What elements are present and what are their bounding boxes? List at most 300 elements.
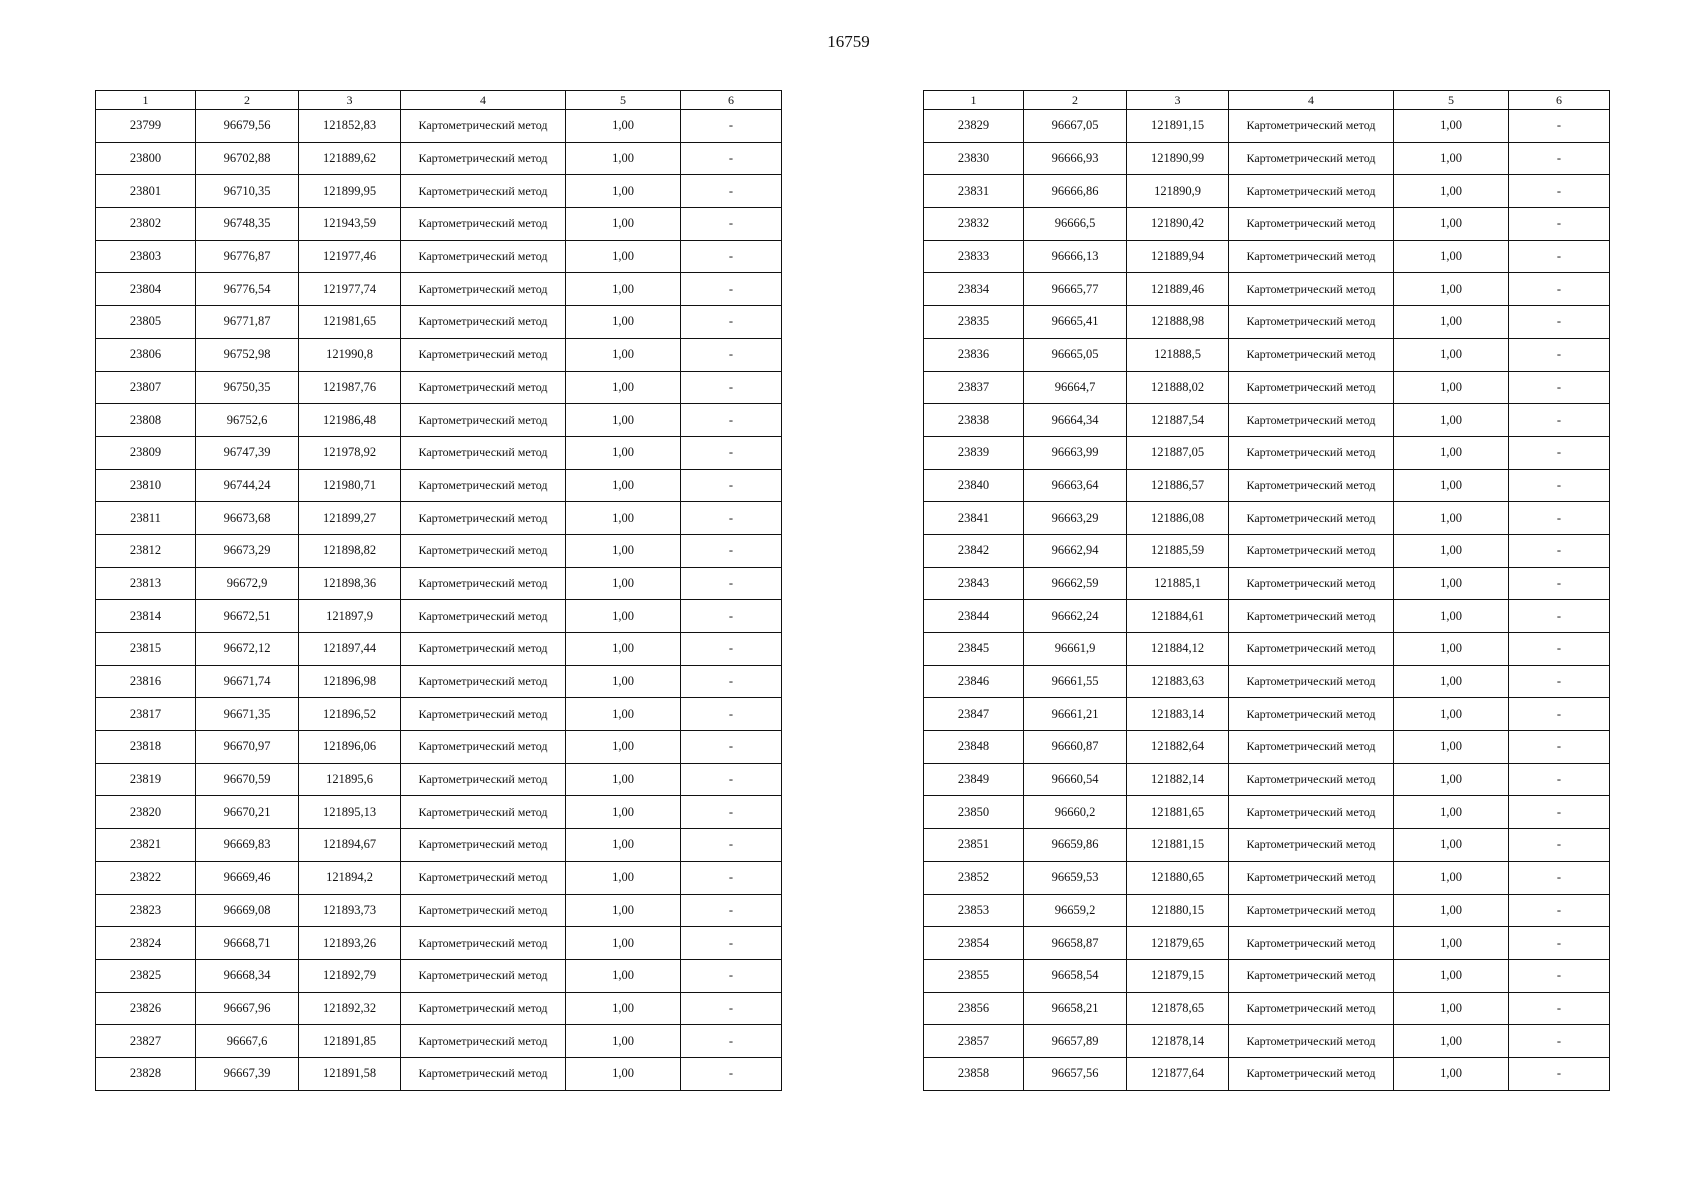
x-coordinate-cell: 96661,55 (1024, 665, 1127, 698)
y-coordinate-cell: 121987,76 (299, 371, 401, 404)
table-row (96, 1057, 782, 1090)
y-coordinate-cell: 121891,15 (1127, 110, 1229, 143)
table-row (96, 567, 782, 600)
accuracy-cell: 1,00 (566, 763, 681, 796)
y-coordinate-cell: 121898,82 (299, 534, 401, 567)
accuracy-cell: 1,00 (566, 469, 681, 502)
table-row (924, 306, 1610, 339)
method-cell: Картометрический метод (401, 633, 566, 666)
description-cell: - (1509, 436, 1610, 469)
point-number-cell: 23829 (924, 110, 1024, 143)
description-cell: - (681, 469, 782, 502)
description-cell: - (1509, 502, 1610, 535)
y-coordinate-cell: 121893,73 (299, 894, 401, 927)
x-coordinate-cell: 96776,54 (196, 273, 299, 306)
y-coordinate-cell: 121896,98 (299, 665, 401, 698)
point-number-cell: 23839 (924, 436, 1024, 469)
y-coordinate-cell: 121881,15 (1127, 829, 1229, 862)
method-cell: Картометрический метод (1229, 633, 1394, 666)
accuracy-cell: 1,00 (1394, 208, 1509, 241)
x-coordinate-cell: 96658,54 (1024, 959, 1127, 992)
x-coordinate-cell: 96662,24 (1024, 600, 1127, 633)
method-cell: Картометрический метод (401, 927, 566, 960)
x-coordinate-cell: 96667,05 (1024, 110, 1127, 143)
method-cell: Картометрический метод (1229, 796, 1394, 829)
description-cell: - (681, 894, 782, 927)
description-cell: - (1509, 306, 1610, 339)
point-number-cell: 23804 (96, 273, 196, 306)
point-number-cell: 23807 (96, 371, 196, 404)
table-row (924, 665, 1610, 698)
point-number-cell: 23817 (96, 698, 196, 731)
table-row (96, 894, 782, 927)
y-coordinate-cell: 121897,9 (299, 600, 401, 633)
table-row (924, 600, 1610, 633)
table-row (924, 436, 1610, 469)
y-coordinate-cell: 121980,71 (299, 469, 401, 502)
method-cell: Картометрический метод (401, 240, 566, 273)
accuracy-cell: 1,00 (1394, 371, 1509, 404)
header-cell-4: 4 (401, 91, 566, 110)
x-coordinate-cell: 96664,7 (1024, 371, 1127, 404)
method-cell: Картометрический метод (401, 992, 566, 1025)
method-cell: Картометрический метод (401, 763, 566, 796)
x-coordinate-cell: 96665,05 (1024, 338, 1127, 371)
method-cell: Картометрический метод (1229, 404, 1394, 437)
y-coordinate-cell: 121981,65 (299, 306, 401, 339)
x-coordinate-cell: 96670,21 (196, 796, 299, 829)
x-coordinate-cell: 96679,56 (196, 110, 299, 143)
table-row (924, 829, 1610, 862)
accuracy-cell: 1,00 (1394, 927, 1509, 960)
y-coordinate-cell: 121943,59 (299, 208, 401, 241)
accuracy-cell: 1,00 (566, 796, 681, 829)
description-cell: - (1509, 633, 1610, 666)
point-number-cell: 23819 (96, 763, 196, 796)
table-row (96, 731, 782, 764)
table-row (924, 796, 1610, 829)
y-coordinate-cell: 121882,14 (1127, 763, 1229, 796)
y-coordinate-cell: 121890,9 (1127, 175, 1229, 208)
y-coordinate-cell: 121887,54 (1127, 404, 1229, 437)
x-coordinate-cell: 96750,35 (196, 371, 299, 404)
accuracy-cell: 1,00 (566, 110, 681, 143)
description-cell: - (1509, 600, 1610, 633)
method-cell: Картометрический метод (1229, 534, 1394, 567)
x-coordinate-cell: 96657,89 (1024, 1025, 1127, 1058)
header-cell-1: 1 (924, 91, 1024, 110)
y-coordinate-cell: 121885,1 (1127, 567, 1229, 600)
table-row (96, 829, 782, 862)
method-cell: Картометрический метод (1229, 894, 1394, 927)
accuracy-cell: 1,00 (1394, 861, 1509, 894)
accuracy-cell: 1,00 (566, 567, 681, 600)
x-coordinate-cell: 96660,87 (1024, 731, 1127, 764)
accuracy-cell: 1,00 (1394, 110, 1509, 143)
accuracy-cell: 1,00 (566, 371, 681, 404)
table-row (96, 665, 782, 698)
y-coordinate-cell: 121884,61 (1127, 600, 1229, 633)
x-coordinate-cell: 96752,6 (196, 404, 299, 437)
method-cell: Картометрический метод (401, 534, 566, 567)
table-row (96, 796, 782, 829)
table-row (96, 142, 782, 175)
y-coordinate-cell: 121879,15 (1127, 959, 1229, 992)
method-cell: Картометрический метод (401, 698, 566, 731)
point-number-cell: 23827 (96, 1025, 196, 1058)
description-cell: - (1509, 469, 1610, 502)
method-cell: Картометрический метод (1229, 142, 1394, 175)
header-cell-1: 1 (96, 91, 196, 110)
x-coordinate-cell: 96663,29 (1024, 502, 1127, 535)
header-cell-3: 3 (299, 91, 401, 110)
method-cell: Картометрический метод (1229, 1025, 1394, 1058)
description-cell: - (681, 436, 782, 469)
method-cell: Картометрический метод (1229, 240, 1394, 273)
y-coordinate-cell: 121978,92 (299, 436, 401, 469)
header-row (924, 91, 1610, 110)
y-coordinate-cell: 121899,27 (299, 502, 401, 535)
accuracy-cell: 1,00 (1394, 534, 1509, 567)
x-coordinate-cell: 96666,86 (1024, 175, 1127, 208)
point-number-cell: 23812 (96, 534, 196, 567)
accuracy-cell: 1,00 (566, 959, 681, 992)
header-cell-5: 5 (566, 91, 681, 110)
y-coordinate-cell: 121892,32 (299, 992, 401, 1025)
x-coordinate-cell: 96666,13 (1024, 240, 1127, 273)
accuracy-cell: 1,00 (566, 927, 681, 960)
x-coordinate-cell: 96752,98 (196, 338, 299, 371)
point-number-cell: 23849 (924, 763, 1024, 796)
accuracy-cell: 1,00 (566, 240, 681, 273)
method-cell: Картометрический метод (1229, 829, 1394, 862)
point-number-cell: 23841 (924, 502, 1024, 535)
table-row (96, 273, 782, 306)
accuracy-cell: 1,00 (1394, 894, 1509, 927)
x-coordinate-cell: 96748,35 (196, 208, 299, 241)
accuracy-cell: 1,00 (1394, 796, 1509, 829)
description-cell: - (1509, 567, 1610, 600)
x-coordinate-cell: 96673,68 (196, 502, 299, 535)
x-coordinate-cell: 96658,87 (1024, 927, 1127, 960)
x-coordinate-cell: 96771,87 (196, 306, 299, 339)
accuracy-cell: 1,00 (566, 273, 681, 306)
description-cell: - (1509, 1025, 1610, 1058)
description-cell: - (681, 829, 782, 862)
x-coordinate-cell: 96660,54 (1024, 763, 1127, 796)
description-cell: - (681, 142, 782, 175)
x-coordinate-cell: 96744,24 (196, 469, 299, 502)
table-row (96, 633, 782, 666)
method-cell: Картометрический метод (1229, 469, 1394, 502)
method-cell: Картометрический метод (401, 175, 566, 208)
x-coordinate-cell: 96664,34 (1024, 404, 1127, 437)
method-cell: Картометрический метод (401, 829, 566, 862)
point-number-cell: 23842 (924, 534, 1024, 567)
accuracy-cell: 1,00 (1394, 731, 1509, 764)
table-row (924, 731, 1610, 764)
header-cell-5: 5 (1394, 91, 1509, 110)
x-coordinate-cell: 96672,9 (196, 567, 299, 600)
point-number-cell: 23815 (96, 633, 196, 666)
accuracy-cell: 1,00 (566, 1025, 681, 1058)
table-row (96, 502, 782, 535)
point-number-cell: 23853 (924, 894, 1024, 927)
method-cell: Картометрический метод (1229, 175, 1394, 208)
y-coordinate-cell: 121880,15 (1127, 894, 1229, 927)
method-cell: Картометрический метод (1229, 959, 1394, 992)
coordinates-table-left (95, 90, 782, 1091)
point-number-cell: 23799 (96, 110, 196, 143)
x-coordinate-cell: 96659,86 (1024, 829, 1127, 862)
point-number-cell: 23851 (924, 829, 1024, 862)
table-row (924, 1057, 1610, 1090)
y-coordinate-cell: 121899,95 (299, 175, 401, 208)
method-cell: Картометрический метод (1229, 665, 1394, 698)
x-coordinate-cell: 96662,59 (1024, 567, 1127, 600)
table-row (96, 338, 782, 371)
method-cell: Картометрический метод (1229, 861, 1394, 894)
description-cell: - (1509, 731, 1610, 764)
table-row (96, 240, 782, 273)
accuracy-cell: 1,00 (566, 502, 681, 535)
accuracy-cell: 1,00 (566, 992, 681, 1025)
header-cell-6: 6 (681, 91, 782, 110)
x-coordinate-cell: 96660,2 (1024, 796, 1127, 829)
accuracy-cell: 1,00 (566, 861, 681, 894)
y-coordinate-cell: 121895,13 (299, 796, 401, 829)
x-coordinate-cell: 96662,94 (1024, 534, 1127, 567)
description-cell: - (681, 1057, 782, 1090)
table-row (96, 208, 782, 241)
page-number: 16759 (827, 32, 870, 51)
y-coordinate-cell: 121977,74 (299, 273, 401, 306)
x-coordinate-cell: 96670,97 (196, 731, 299, 764)
accuracy-cell: 1,00 (566, 665, 681, 698)
accuracy-cell: 1,00 (566, 633, 681, 666)
accuracy-cell: 1,00 (1394, 992, 1509, 1025)
description-cell: - (1509, 829, 1610, 862)
accuracy-cell: 1,00 (566, 338, 681, 371)
description-cell: - (681, 698, 782, 731)
description-cell: - (681, 306, 782, 339)
table-row (96, 992, 782, 1025)
table-row (924, 338, 1610, 371)
y-coordinate-cell: 121888,98 (1127, 306, 1229, 339)
table-row (96, 600, 782, 633)
table-row (924, 861, 1610, 894)
table-row (924, 534, 1610, 567)
description-cell: - (1509, 175, 1610, 208)
table-row (96, 1025, 782, 1058)
table-body (924, 110, 1610, 1091)
y-coordinate-cell: 121877,64 (1127, 1057, 1229, 1090)
y-coordinate-cell: 121886,08 (1127, 502, 1229, 535)
description-cell: - (681, 861, 782, 894)
method-cell: Картометрический метод (1229, 567, 1394, 600)
description-cell: - (681, 927, 782, 960)
description-cell: - (681, 338, 782, 371)
table-row (924, 469, 1610, 502)
method-cell: Картометрический метод (401, 1057, 566, 1090)
table-row (924, 927, 1610, 960)
method-cell: Картометрический метод (401, 731, 566, 764)
description-cell: - (681, 273, 782, 306)
x-coordinate-cell: 96665,41 (1024, 306, 1127, 339)
method-cell: Картометрический метод (1229, 600, 1394, 633)
x-coordinate-cell: 96663,64 (1024, 469, 1127, 502)
point-number-cell: 23832 (924, 208, 1024, 241)
table-row (96, 534, 782, 567)
accuracy-cell: 1,00 (1394, 1057, 1509, 1090)
table-row (924, 567, 1610, 600)
y-coordinate-cell: 121893,26 (299, 927, 401, 960)
table-row (924, 698, 1610, 731)
y-coordinate-cell: 121890,99 (1127, 142, 1229, 175)
description-cell: - (681, 600, 782, 633)
method-cell: Картометрический метод (401, 404, 566, 437)
x-coordinate-cell: 96658,21 (1024, 992, 1127, 1025)
point-number-cell: 23843 (924, 567, 1024, 600)
x-coordinate-cell: 96667,39 (196, 1057, 299, 1090)
x-coordinate-cell: 96657,56 (1024, 1057, 1127, 1090)
accuracy-cell: 1,00 (1394, 306, 1509, 339)
x-coordinate-cell: 96669,83 (196, 829, 299, 862)
point-number-cell: 23845 (924, 633, 1024, 666)
point-number-cell: 23828 (96, 1057, 196, 1090)
x-coordinate-cell: 96666,93 (1024, 142, 1127, 175)
method-cell: Картометрический метод (401, 959, 566, 992)
method-cell: Картометрический метод (1229, 371, 1394, 404)
method-cell: Картометрический метод (1229, 338, 1394, 371)
x-coordinate-cell: 96665,77 (1024, 273, 1127, 306)
accuracy-cell: 1,00 (566, 731, 681, 764)
y-coordinate-cell: 121878,14 (1127, 1025, 1229, 1058)
point-number-cell: 23803 (96, 240, 196, 273)
description-cell: - (681, 371, 782, 404)
accuracy-cell: 1,00 (566, 436, 681, 469)
accuracy-cell: 1,00 (1394, 175, 1509, 208)
description-cell: - (1509, 208, 1610, 241)
accuracy-cell: 1,00 (1394, 338, 1509, 371)
table-row (96, 698, 782, 731)
point-number-cell: 23855 (924, 959, 1024, 992)
table-row (96, 436, 782, 469)
accuracy-cell: 1,00 (566, 208, 681, 241)
accuracy-cell: 1,00 (566, 175, 681, 208)
table-row (96, 175, 782, 208)
accuracy-cell: 1,00 (566, 600, 681, 633)
point-number-cell: 23801 (96, 175, 196, 208)
y-coordinate-cell: 121887,05 (1127, 436, 1229, 469)
y-coordinate-cell: 121883,14 (1127, 698, 1229, 731)
accuracy-cell: 1,00 (566, 142, 681, 175)
point-number-cell: 23847 (924, 698, 1024, 731)
description-cell: - (1509, 796, 1610, 829)
description-cell: - (681, 665, 782, 698)
x-coordinate-cell: 96661,9 (1024, 633, 1127, 666)
table-row (96, 371, 782, 404)
point-number-cell: 23811 (96, 502, 196, 535)
y-coordinate-cell: 121894,2 (299, 861, 401, 894)
table-row (924, 894, 1610, 927)
point-number-cell: 23818 (96, 731, 196, 764)
x-coordinate-cell: 96661,21 (1024, 698, 1127, 731)
accuracy-cell: 1,00 (1394, 698, 1509, 731)
description-cell: - (681, 534, 782, 567)
method-cell: Картометрический метод (1229, 273, 1394, 306)
point-number-cell: 23836 (924, 338, 1024, 371)
y-coordinate-cell: 121880,65 (1127, 861, 1229, 894)
point-number-cell: 23823 (96, 894, 196, 927)
header-cell-4: 4 (1229, 91, 1394, 110)
description-cell: - (1509, 1057, 1610, 1090)
description-cell: - (1509, 927, 1610, 960)
table-row (96, 404, 782, 437)
table-row (924, 175, 1610, 208)
table-row (96, 959, 782, 992)
y-coordinate-cell: 121990,8 (299, 338, 401, 371)
accuracy-cell: 1,00 (1394, 567, 1509, 600)
description-cell: - (1509, 371, 1610, 404)
table-row (924, 959, 1610, 992)
accuracy-cell: 1,00 (1394, 273, 1509, 306)
point-number-cell: 23822 (96, 861, 196, 894)
accuracy-cell: 1,00 (566, 306, 681, 339)
point-number-cell: 23840 (924, 469, 1024, 502)
y-coordinate-cell: 121897,44 (299, 633, 401, 666)
x-coordinate-cell: 96663,99 (1024, 436, 1127, 469)
point-number-cell: 23805 (96, 306, 196, 339)
point-number-cell: 23814 (96, 600, 196, 633)
method-cell: Картометрический метод (401, 273, 566, 306)
description-cell: - (1509, 240, 1610, 273)
x-coordinate-cell: 96669,08 (196, 894, 299, 927)
y-coordinate-cell: 121894,67 (299, 829, 401, 862)
y-coordinate-cell: 121895,6 (299, 763, 401, 796)
description-cell: - (681, 567, 782, 600)
method-cell: Картометрический метод (401, 469, 566, 502)
x-coordinate-cell: 96672,51 (196, 600, 299, 633)
table-body (96, 110, 782, 1091)
y-coordinate-cell: 121852,83 (299, 110, 401, 143)
accuracy-cell: 1,00 (1394, 763, 1509, 796)
description-cell: - (681, 992, 782, 1025)
accuracy-cell: 1,00 (1394, 240, 1509, 273)
x-coordinate-cell: 96668,71 (196, 927, 299, 960)
x-coordinate-cell: 96659,53 (1024, 861, 1127, 894)
method-cell: Картометрический метод (401, 142, 566, 175)
method-cell: Картометрический метод (401, 665, 566, 698)
point-number-cell: 23824 (96, 927, 196, 960)
point-number-cell: 23833 (924, 240, 1024, 273)
point-number-cell: 23858 (924, 1057, 1024, 1090)
y-coordinate-cell: 121891,58 (299, 1057, 401, 1090)
x-coordinate-cell: 96702,88 (196, 142, 299, 175)
accuracy-cell: 1,00 (1394, 469, 1509, 502)
description-cell: - (1509, 534, 1610, 567)
description-cell: - (1509, 665, 1610, 698)
method-cell: Картометрический метод (401, 600, 566, 633)
description-cell: - (1509, 894, 1610, 927)
method-cell: Картометрический метод (401, 338, 566, 371)
x-coordinate-cell: 96666,5 (1024, 208, 1127, 241)
point-number-cell: 23826 (96, 992, 196, 1025)
point-number-cell: 23809 (96, 436, 196, 469)
point-number-cell: 23852 (924, 861, 1024, 894)
method-cell: Картометрический метод (1229, 306, 1394, 339)
accuracy-cell: 1,00 (566, 698, 681, 731)
